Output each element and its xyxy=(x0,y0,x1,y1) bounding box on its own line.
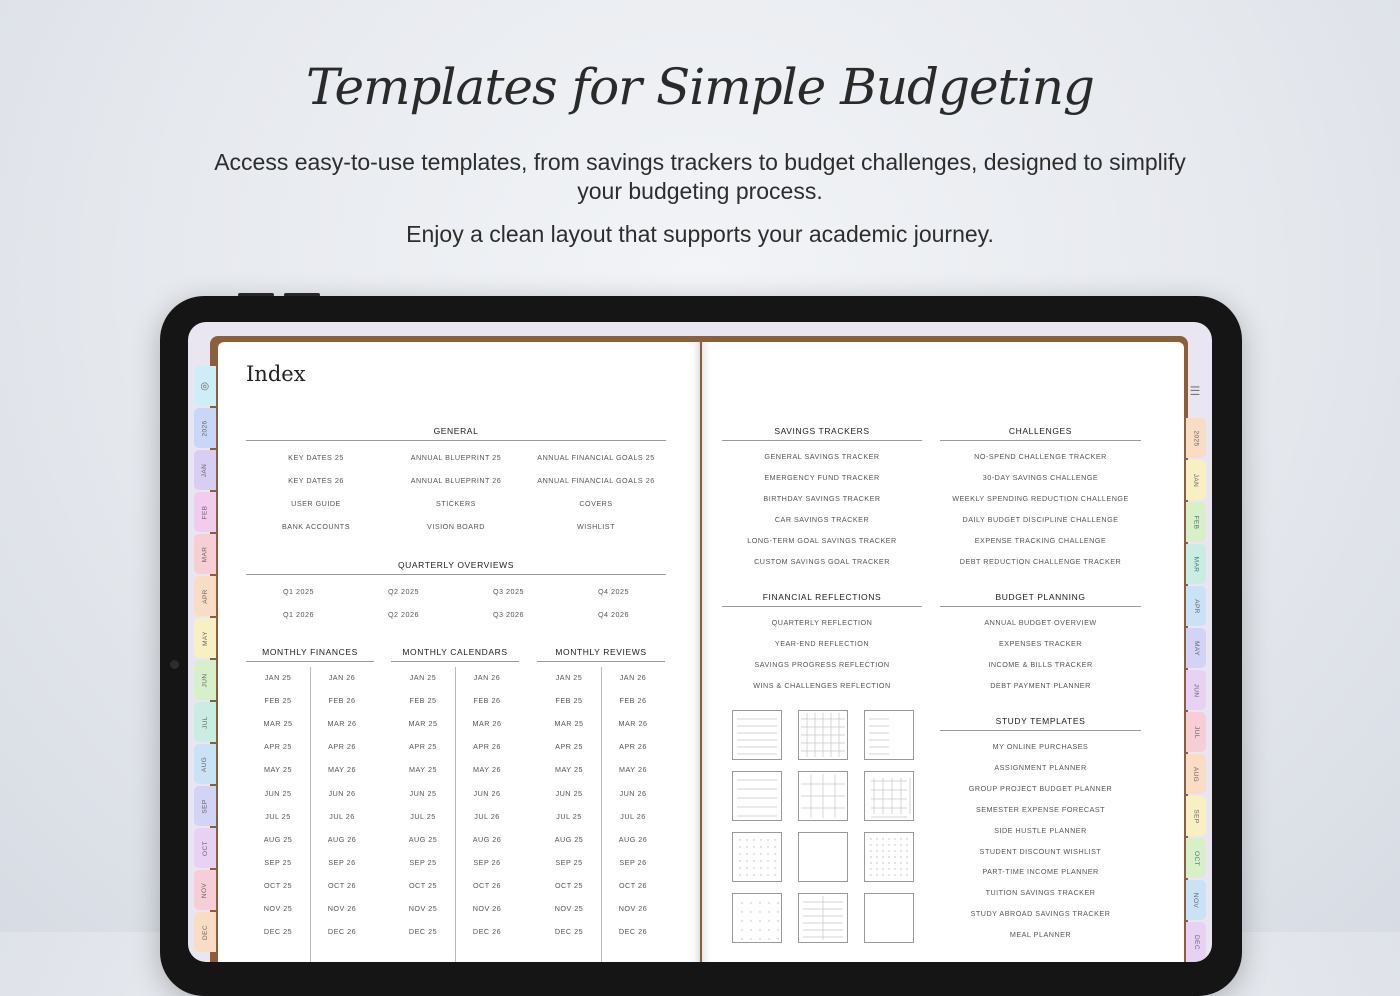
tab-label: OCT xyxy=(201,840,209,856)
month-link[interactable]: MAR 25 xyxy=(554,719,584,729)
month-link[interactable]: AUG 26 xyxy=(472,834,502,844)
month-link[interactable]: APR 26 xyxy=(473,742,501,752)
month-link[interactable]: AUG 26 xyxy=(327,834,357,844)
month-link[interactable]: DEC 25 xyxy=(263,927,293,937)
month-link[interactable]: AUG 25 xyxy=(263,834,293,844)
month-link[interactable]: APR 26 xyxy=(619,742,647,752)
tab-right-oct[interactable] xyxy=(1186,838,1206,878)
month-link[interactable]: JAN 25 xyxy=(264,673,292,682)
monthly-heading: MONTHLY CALENDARS xyxy=(402,647,508,657)
reflections-heading: FINANCIAL REFLECTIONS xyxy=(762,592,882,602)
reflections-link[interactable]: SAVINGS PROGRESS REFLECTION xyxy=(754,659,890,669)
month-link[interactable]: DEC 26 xyxy=(472,927,502,937)
month-link[interactable]: NOV 26 xyxy=(327,904,357,913)
tab-label: JAN xyxy=(1192,473,1200,487)
tab-label: MAY xyxy=(1192,640,1200,656)
tab-label: DEC xyxy=(201,924,209,940)
month-link[interactable]: FEB 25 xyxy=(555,696,583,706)
tab-label: MAR xyxy=(1192,556,1200,572)
quarter-link[interactable]: Q4 2026 xyxy=(597,610,630,619)
tab-right-jan[interactable] xyxy=(1186,460,1206,500)
tab-label: MAR xyxy=(201,546,209,562)
challenges-link[interactable]: NO-SPEND CHALLENGE TRACKER xyxy=(974,452,1107,461)
month-link[interactable]: DEC 25 xyxy=(408,927,438,937)
month-link[interactable]: AUG 25 xyxy=(408,834,438,844)
general-link[interactable]: KEY DATES 25 xyxy=(288,453,344,462)
month-link[interactable]: JUN 26 xyxy=(328,788,356,798)
study-link[interactable]: STUDY ABROAD SAVINGS TRACKER xyxy=(970,909,1111,919)
month-link[interactable]: JUL 26 xyxy=(329,811,355,821)
hero-subtitle: Access easy-to-use templates, from savings trackers to budget challenges, designed to simplify your budgeting process. xyxy=(214,149,1186,204)
tab-left-may[interactable] xyxy=(194,618,216,658)
challenges-link[interactable]: 30-DAY SAVINGS CHALLENGE xyxy=(982,472,1099,482)
index-page-right xyxy=(702,342,1184,962)
study-link[interactable]: SEMESTER EXPENSE FORECAST xyxy=(975,804,1106,814)
tab-label: SEP xyxy=(1192,808,1200,824)
tab-label: JUL xyxy=(201,715,209,729)
month-link[interactable]: SEP 26 xyxy=(619,857,647,867)
quarter-link[interactable]: Q2 2025 xyxy=(387,587,420,596)
tablet-screen xyxy=(188,322,1212,962)
month-link[interactable]: APR 26 xyxy=(328,742,356,752)
tab-label: JUL xyxy=(1192,725,1200,739)
lined-template-icon[interactable] xyxy=(732,710,782,760)
reflections-link[interactable]: WINS & CHALLENGES REFLECTION xyxy=(753,680,891,690)
month-link[interactable]: MAY 25 xyxy=(555,765,583,775)
tab-left-jun[interactable] xyxy=(194,660,216,700)
general-link[interactable]: WISHLIST xyxy=(577,522,615,531)
general-link[interactable]: ANNUAL FINANCIAL GOALS 26 xyxy=(537,476,655,485)
challenges-link[interactable]: DEBT REDUCTION CHALLENGE TRACKER xyxy=(959,556,1122,566)
tab-label: NOV xyxy=(1192,892,1200,908)
savings-link[interactable]: GENERAL SAVINGS TRACKER xyxy=(764,452,880,461)
month-link[interactable]: SEP 26 xyxy=(473,857,501,867)
month-link[interactable]: MAY 25 xyxy=(264,765,292,775)
month-link[interactable]: JUL 26 xyxy=(620,811,646,821)
tab-left-sep[interactable] xyxy=(194,786,216,826)
month-link[interactable]: OCT 26 xyxy=(472,880,502,890)
tab-label: 2025 xyxy=(1192,429,1200,447)
hero-title: Templates for Simple Budgeting xyxy=(306,58,1094,116)
study-link[interactable]: ASSIGNMENT PLANNER xyxy=(994,762,1087,772)
budget-heading-rule xyxy=(940,606,1141,607)
savings-link[interactable]: CUSTOM SAVINGS GOAL TRACKER xyxy=(754,556,890,566)
challenges-link[interactable]: DAILY BUDGET DISCIPLINE CHALLENGE xyxy=(962,514,1119,524)
tab-label: OCT xyxy=(1192,850,1200,866)
month-link[interactable]: NOV 25 xyxy=(263,904,293,913)
month-link[interactable]: JAN 25 xyxy=(409,673,437,682)
tab-left-feb[interactable] xyxy=(194,492,216,532)
month-link[interactable]: NOV 26 xyxy=(618,904,648,913)
budget-heading: BUDGET PLANNING xyxy=(995,592,1086,602)
general-link[interactable]: VISION BOARD xyxy=(427,522,485,531)
budget-link[interactable]: INCOME & BILLS TRACKER xyxy=(988,659,1093,669)
month-link[interactable]: FEB 25 xyxy=(409,696,437,706)
study-heading: STUDY TEMPLATES xyxy=(995,716,1086,726)
tab-label: APR xyxy=(201,588,209,604)
hero-subtitle-2: Enjoy a clean layout that supports your academic journey. xyxy=(406,221,994,247)
tab-left-oct[interactable] xyxy=(194,828,216,868)
tab-left-jan[interactable] xyxy=(194,450,216,490)
month-link[interactable]: NOV 25 xyxy=(554,904,584,913)
month-link[interactable]: MAR 25 xyxy=(408,719,438,729)
general-link[interactable]: KEY DATES 26 xyxy=(288,476,344,485)
grid-template-icon[interactable] xyxy=(798,710,848,760)
general-link[interactable]: ANNUAL BLUEPRINT 26 xyxy=(410,476,502,485)
month-link[interactable]: JAN 26 xyxy=(328,673,356,682)
general-link[interactable]: ANNUAL FINANCIAL GOALS 25 xyxy=(537,453,655,462)
monthly-heading-rule xyxy=(246,661,374,662)
tab-label: APR xyxy=(1192,598,1200,614)
tab-label: 2026 xyxy=(201,419,209,437)
tab-left-theme[interactable] xyxy=(194,366,216,406)
month-link[interactable]: SEP 25 xyxy=(555,857,583,867)
study-heading-rule xyxy=(940,730,1141,731)
tab-label: MAY xyxy=(201,630,209,646)
tab-label: AUG xyxy=(201,756,209,772)
tab-label: JUN xyxy=(201,673,209,687)
month-link[interactable]: SEP 25 xyxy=(264,857,292,867)
month-link[interactable]: OCT 25 xyxy=(408,880,438,890)
tab-right-2025[interactable] xyxy=(1186,418,1206,458)
month-link[interactable]: JUN 25 xyxy=(555,788,583,798)
tab-label: DEC xyxy=(1192,934,1200,950)
study-link[interactable]: TUITION SAVINGS TRACKER xyxy=(985,888,1096,898)
tab-left-nov[interactable] xyxy=(194,870,216,910)
page-title: Index xyxy=(246,362,306,386)
month-link[interactable]: APR 25 xyxy=(409,742,437,752)
reflections-link[interactable]: YEAR-END REFLECTION xyxy=(774,638,870,648)
study-link[interactable]: MEAL PLANNER xyxy=(1009,930,1072,940)
reflections-link[interactable]: QUARTERLY REFLECTION xyxy=(771,618,873,627)
month-link[interactable]: FEB 26 xyxy=(619,696,647,706)
month-link[interactable]: NOV 25 xyxy=(408,904,438,913)
study-link[interactable]: GROUP PROJECT BUDGET PLANNER xyxy=(968,783,1113,793)
quarter-link[interactable]: Q4 2025 xyxy=(597,587,630,596)
savings-link[interactable]: LONG-TERM GOAL SAVINGS TRACKER xyxy=(747,535,897,545)
budget-link[interactable]: DEBT PAYMENT PLANNER xyxy=(990,680,1091,690)
tab-label: FEB xyxy=(201,505,209,519)
month-link[interactable]: SEP 26 xyxy=(328,857,356,867)
tab-right-may[interactable] xyxy=(1186,628,1206,668)
reflections-heading-rule xyxy=(722,606,922,607)
tab-right-feb[interactable] xyxy=(1186,502,1206,542)
challenges-heading: CHALLENGES xyxy=(1008,426,1073,436)
savings-link[interactable]: EMERGENCY FUND TRACKER xyxy=(764,472,880,482)
quarterly-heading-rule xyxy=(246,574,666,575)
tab-left-2026[interactable] xyxy=(194,408,216,448)
tab-right-sep[interactable] xyxy=(1186,796,1206,836)
month-link[interactable]: JUL 25 xyxy=(410,811,436,821)
budget-link[interactable]: ANNUAL BUDGET OVERVIEW xyxy=(984,618,1097,627)
wide-lined-template-icon[interactable] xyxy=(732,771,782,821)
challenges-heading-rule xyxy=(940,440,1141,441)
general-link[interactable]: COVERS xyxy=(579,499,613,508)
challenges-link[interactable]: WEEKLY SPENDING REDUCTION CHALLENGE xyxy=(952,493,1129,503)
camera-icon xyxy=(170,660,179,669)
quarterly-heading: QUARTERLY OVERVIEWS xyxy=(397,560,515,570)
savings-heading: SAVINGS TRACKERS xyxy=(774,426,870,436)
right-tab-strip xyxy=(1186,418,1206,962)
month-link[interactable]: JUL 26 xyxy=(474,811,500,821)
month-link[interactable]: JUN 25 xyxy=(264,788,292,798)
month-link[interactable]: FEB 25 xyxy=(264,696,292,706)
month-link[interactable]: JUN 25 xyxy=(409,788,437,798)
index-page-left xyxy=(218,342,700,962)
tab-right-nov[interactable] xyxy=(1186,880,1206,920)
month-link[interactable]: DEC 25 xyxy=(554,927,584,937)
blank-template-icon[interactable] xyxy=(798,832,848,882)
month-link[interactable]: JAN 26 xyxy=(619,673,647,682)
month-link[interactable]: MAY 26 xyxy=(473,765,501,775)
quarter-link[interactable]: Q1 2025 xyxy=(282,587,315,596)
small-grid-template-icon[interactable] xyxy=(864,771,914,821)
tab-left-apr[interactable] xyxy=(194,576,216,616)
general-heading: GENERAL xyxy=(433,426,479,436)
blank2-template-icon[interactable] xyxy=(864,893,914,943)
palette-icon: ◎ xyxy=(200,380,210,392)
month-link[interactable]: OCT 25 xyxy=(263,880,293,890)
month-link[interactable]: JUN 26 xyxy=(473,788,501,798)
tab-left-aug[interactable] xyxy=(194,744,216,784)
tab-left-jul[interactable] xyxy=(194,702,216,742)
hamburger-menu-icon[interactable]: ☰ xyxy=(1189,384,1201,398)
study-link[interactable]: MY ONLINE PURCHASES xyxy=(992,742,1089,751)
challenges-link[interactable]: EXPENSE TRACKING CHALLENGE xyxy=(974,535,1107,545)
month-link[interactable]: FEB 26 xyxy=(473,696,501,706)
month-link[interactable]: OCT 25 xyxy=(554,880,584,890)
month-link[interactable]: DEC 26 xyxy=(327,927,357,937)
savings-link[interactable]: CAR SAVINGS TRACKER xyxy=(774,514,870,524)
study-link[interactable]: STUDENT DISCOUNT WISHLIST xyxy=(979,846,1102,856)
tab-label: JUN xyxy=(1192,683,1200,697)
tab-label: JAN xyxy=(201,463,209,477)
month-link[interactable]: APR 25 xyxy=(555,742,583,752)
month-link[interactable]: JUL 25 xyxy=(265,811,291,821)
month-link[interactable]: MAY 26 xyxy=(619,765,647,775)
quarter-link[interactable]: Q2 2026 xyxy=(387,610,420,619)
tab-left-mar[interactable] xyxy=(194,534,216,574)
tab-label: AUG xyxy=(1192,766,1200,782)
quarter-link[interactable]: Q3 2025 xyxy=(492,587,525,596)
tab-right-mar[interactable] xyxy=(1186,544,1206,584)
tab-left-dec[interactable] xyxy=(194,912,216,952)
tab-right-apr[interactable] xyxy=(1186,586,1206,626)
general-link[interactable]: USER GUIDE xyxy=(291,499,341,508)
month-link[interactable]: MAR 26 xyxy=(327,719,357,729)
study-link[interactable]: PART-TIME INCOME PLANNER xyxy=(982,867,1099,877)
dot-grid-template-icon[interactable] xyxy=(732,832,782,882)
monthly-heading-rule xyxy=(391,661,519,662)
general-link[interactable]: STICKERS xyxy=(436,499,476,508)
quarter-link[interactable]: Q1 2026 xyxy=(282,610,315,619)
month-link[interactable]: SEP 25 xyxy=(409,857,437,867)
month-link[interactable]: OCT 26 xyxy=(327,880,357,890)
month-link[interactable]: AUG 25 xyxy=(554,834,584,844)
month-link[interactable]: DEC 26 xyxy=(618,927,648,937)
tab-label: SEP xyxy=(201,798,209,814)
month-link[interactable]: JAN 26 xyxy=(473,673,501,682)
month-link[interactable]: JUN 26 xyxy=(619,788,647,798)
tab-label: NOV xyxy=(201,882,209,898)
month-link[interactable]: FEB 26 xyxy=(328,696,356,706)
general-link[interactable]: BANK ACCOUNTS xyxy=(281,522,350,531)
monthly-heading-rule xyxy=(537,661,665,662)
month-link[interactable]: JUL 25 xyxy=(556,811,582,821)
left-tab-strip xyxy=(194,366,216,954)
grid-lined-template-icon[interactable] xyxy=(798,893,848,943)
savings-heading-rule xyxy=(722,440,922,441)
dots-template-icon[interactable] xyxy=(732,893,782,943)
tab-right-aug[interactable] xyxy=(1186,754,1206,794)
monthly-heading: MONTHLY FINANCES xyxy=(262,647,358,657)
general-link[interactable]: ANNUAL BLUEPRINT 25 xyxy=(410,453,502,462)
month-link[interactable]: MAY 25 xyxy=(409,765,437,775)
savings-link[interactable]: BIRTHDAY SAVINGS TRACKER xyxy=(763,493,881,503)
month-link[interactable]: MAY 26 xyxy=(328,765,356,775)
month-link[interactable]: JAN 25 xyxy=(555,673,583,682)
month-link[interactable]: APR 25 xyxy=(264,742,292,752)
month-link[interactable]: OCT 26 xyxy=(618,880,648,890)
tab-label: FEB xyxy=(1192,515,1200,529)
study-link[interactable]: SIDE HUSTLE PLANNER xyxy=(994,825,1087,835)
budget-link[interactable]: EXPENSES TRACKER xyxy=(999,638,1082,648)
quarter-link[interactable]: Q3 2026 xyxy=(492,610,525,619)
month-link[interactable]: MAR 26 xyxy=(618,719,648,729)
month-link[interactable]: MAR 26 xyxy=(472,719,502,729)
month-link[interactable]: AUG 26 xyxy=(618,834,648,844)
tab-right-dec[interactable] xyxy=(1186,922,1206,962)
month-link[interactable]: NOV 26 xyxy=(472,904,502,913)
half-lined-template-icon[interactable] xyxy=(864,710,914,760)
month-link[interactable]: MAR 25 xyxy=(263,719,293,729)
tab-right-jun[interactable] xyxy=(1186,670,1206,710)
monthly-heading: MONTHLY REVIEWS xyxy=(555,647,647,657)
large-grid-template-icon[interactable] xyxy=(798,771,848,821)
tab-right-jul[interactable] xyxy=(1186,712,1206,752)
general-heading-rule xyxy=(246,440,666,441)
fine-dot-template-icon[interactable] xyxy=(864,832,914,882)
